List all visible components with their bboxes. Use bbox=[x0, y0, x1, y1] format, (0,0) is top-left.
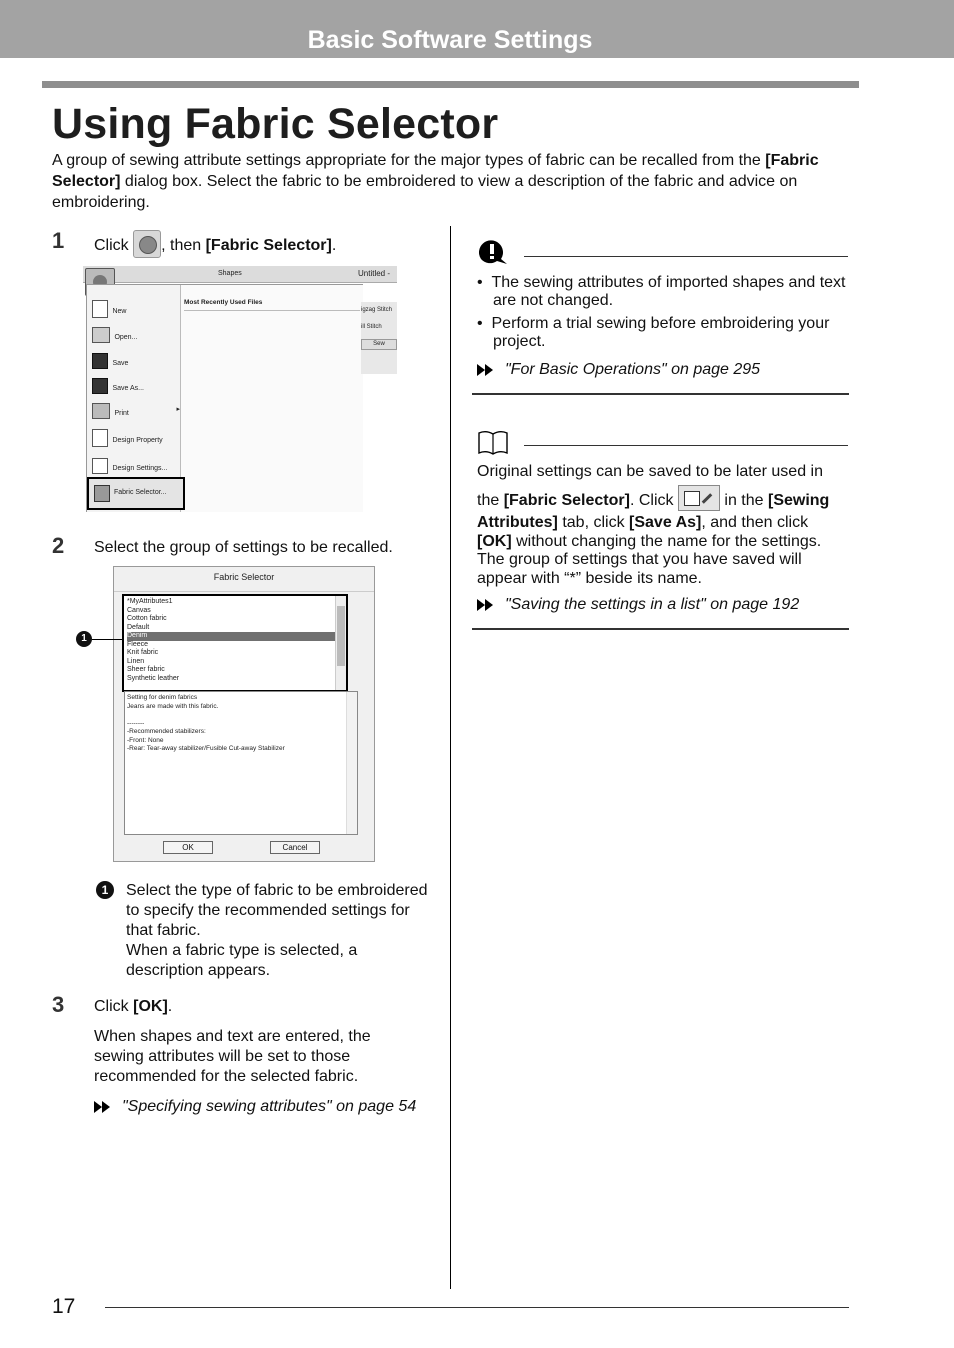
step-number-2: 2 bbox=[52, 533, 65, 558]
step1-bold: [Fabric Selector] bbox=[205, 237, 332, 255]
list-scrollbar[interactable] bbox=[335, 596, 346, 690]
save-settings-icon bbox=[678, 485, 720, 511]
page-number: 17 bbox=[52, 1295, 76, 1318]
intro-text-2: dialog box. Select the fabric to be embroidered to view a description of the fabric and advice on embroidering. bbox=[52, 173, 798, 211]
ribbon-side: igzag Stitch ill Stitch Sew bbox=[361, 302, 397, 374]
note-icon bbox=[477, 239, 510, 265]
menu-item-save[interactable]: Save bbox=[92, 352, 128, 370]
list-item[interactable]: Canvas bbox=[127, 606, 151, 614]
arrow-icon bbox=[485, 599, 493, 611]
note-reference bbox=[477, 360, 760, 380]
step1-pre: Click bbox=[94, 237, 134, 255]
step3-paragraph: When shapes and text are entered, the sewing attributes will be set to those recommended for the selected fabric. bbox=[94, 1028, 371, 1085]
save-as-icon bbox=[92, 378, 108, 394]
callout-description: Select the type of fabric to be embroidered to specify the recommended settings for that fabric. When a fabric type is selected, a description appears. bbox=[126, 882, 428, 979]
step1-text: Click , then [Fabric Selector]. bbox=[94, 232, 336, 260]
menu-item-design-property[interactable]: Design Property bbox=[92, 429, 163, 447]
submenu-arrow-icon: ▸ bbox=[176, 406, 180, 413]
window-title: Untitled - bbox=[358, 269, 391, 278]
memo-reference bbox=[477, 595, 799, 615]
fabric-selector-dialog bbox=[113, 566, 375, 862]
note-rule bbox=[524, 256, 848, 257]
note-bullet-1: • The sewing attributes of imported shapes and text are not changed. bbox=[477, 274, 846, 309]
ribbon-tab-shapes[interactable]: Shapes bbox=[218, 270, 242, 277]
page-title: Using Fabric Selector bbox=[52, 100, 499, 148]
memo-bottom-rule bbox=[472, 628, 849, 630]
list-item[interactable]: Sheer fabric bbox=[127, 666, 165, 673]
scroll-thumb[interactable] bbox=[337, 606, 345, 666]
menu-screenshot bbox=[83, 266, 397, 512]
menu-item-design-settings[interactable]: Design Settings... bbox=[92, 457, 167, 475]
recent-files-header: Most Recently Used Files bbox=[184, 299, 263, 306]
column-divider bbox=[450, 226, 451, 1289]
list-item[interactable]: Cotton fabric bbox=[127, 615, 167, 622]
step-number-3: 3 bbox=[52, 992, 65, 1017]
reference-link[interactable]: "For Basic Operations" on page 295 bbox=[505, 361, 761, 378]
design-settings-icon bbox=[92, 458, 108, 474]
arrow-icon bbox=[485, 364, 493, 376]
fabric-list[interactable] bbox=[122, 594, 348, 692]
list-item[interactable]: Knit fabric bbox=[127, 649, 159, 656]
list-item[interactable]: Synthetic leather bbox=[127, 674, 180, 682]
footer-rule bbox=[105, 1307, 849, 1308]
open-folder-icon bbox=[92, 327, 110, 343]
cancel-button[interactable]: Cancel bbox=[270, 841, 320, 854]
recent-files-panel bbox=[180, 285, 363, 512]
section-header-title: Basic Software Settings bbox=[307, 26, 593, 54]
step1-mid: , then bbox=[161, 237, 206, 255]
callout-bullet: 1 bbox=[96, 881, 114, 899]
intro-bold: [Fabric Selector] bbox=[52, 152, 819, 190]
callout-marker: 1 bbox=[76, 631, 92, 647]
list-item[interactable]: Linen bbox=[127, 657, 145, 665]
fabric-list-items bbox=[124, 596, 346, 685]
step3-reference bbox=[94, 1097, 416, 1117]
note-bullet-2: • Perform a trial sewing before embroidering your project. bbox=[477, 315, 830, 350]
menu-item-fabric-selector[interactable]: Fabric Selector... bbox=[87, 477, 185, 510]
menu-item-new[interactable]: New bbox=[92, 300, 126, 318]
design-property-icon bbox=[92, 429, 108, 447]
arrow-icon bbox=[94, 1101, 102, 1113]
intro-paragraph bbox=[52, 150, 852, 213]
memo-paragraph: the [Fabric Selector]. Click in the [Sewing Attributes] tab, click [Save As], and then click [OK] without changing the name for the settings. The group of settings that you have saved will appear with “*” beside its name. bbox=[477, 488, 847, 588]
step2-text: Select the group of settings to be recalled. bbox=[94, 539, 393, 556]
memo-rule bbox=[524, 445, 848, 446]
reference-link[interactable]: "Specifying sewing attributes" on page 54 bbox=[122, 1098, 417, 1115]
desc-scrollbar[interactable] bbox=[346, 692, 357, 834]
arrow-icon bbox=[477, 599, 485, 611]
step-number-1: 1 bbox=[52, 228, 65, 253]
app-button-icon bbox=[133, 230, 161, 258]
memo-line-1: Original settings can be saved to be later used in bbox=[477, 463, 823, 480]
menu-item-print[interactable]: Print ▸ bbox=[92, 402, 180, 420]
note-bottom-rule bbox=[472, 393, 849, 395]
save-icon bbox=[92, 353, 108, 369]
note-bullets bbox=[477, 274, 847, 351]
list-item[interactable]: Default bbox=[127, 623, 150, 631]
fabric-selector-icon bbox=[94, 485, 110, 502]
dialog-title: Fabric Selector bbox=[114, 567, 374, 592]
list-item[interactable]: Fleece bbox=[127, 640, 149, 648]
arrow-icon bbox=[477, 364, 485, 376]
menu-item-save-as[interactable]: Save As... bbox=[92, 377, 144, 395]
callout-line bbox=[92, 639, 122, 640]
fabric-description: Setting for denim fabrics Jeans are made with this fabric. -------- -Recommended stabilizers: -Front: None -Rear: Tear-away stabilizer/Fusible Cut-away Stabilizer bbox=[124, 691, 358, 835]
list-item[interactable]: *MyAttributes1 bbox=[127, 598, 173, 605]
menu-item-open[interactable]: Open... bbox=[92, 326, 137, 344]
arrow-icon bbox=[102, 1101, 110, 1113]
intro-text-1: A group of sewing attribute settings appropriate for the major types of fabric can be recalled from the bbox=[52, 152, 766, 169]
list-item-selected[interactable]: Denim bbox=[127, 632, 343, 641]
step3-text: Click [OK]. bbox=[94, 998, 173, 1015]
new-icon bbox=[92, 300, 108, 318]
ok-button[interactable]: OK bbox=[163, 841, 213, 854]
print-icon bbox=[92, 403, 110, 419]
reference-link[interactable]: "Saving the settings in a list" on page 192 bbox=[505, 596, 800, 613]
title-rule bbox=[42, 81, 859, 88]
memo-book-icon bbox=[477, 430, 509, 455]
